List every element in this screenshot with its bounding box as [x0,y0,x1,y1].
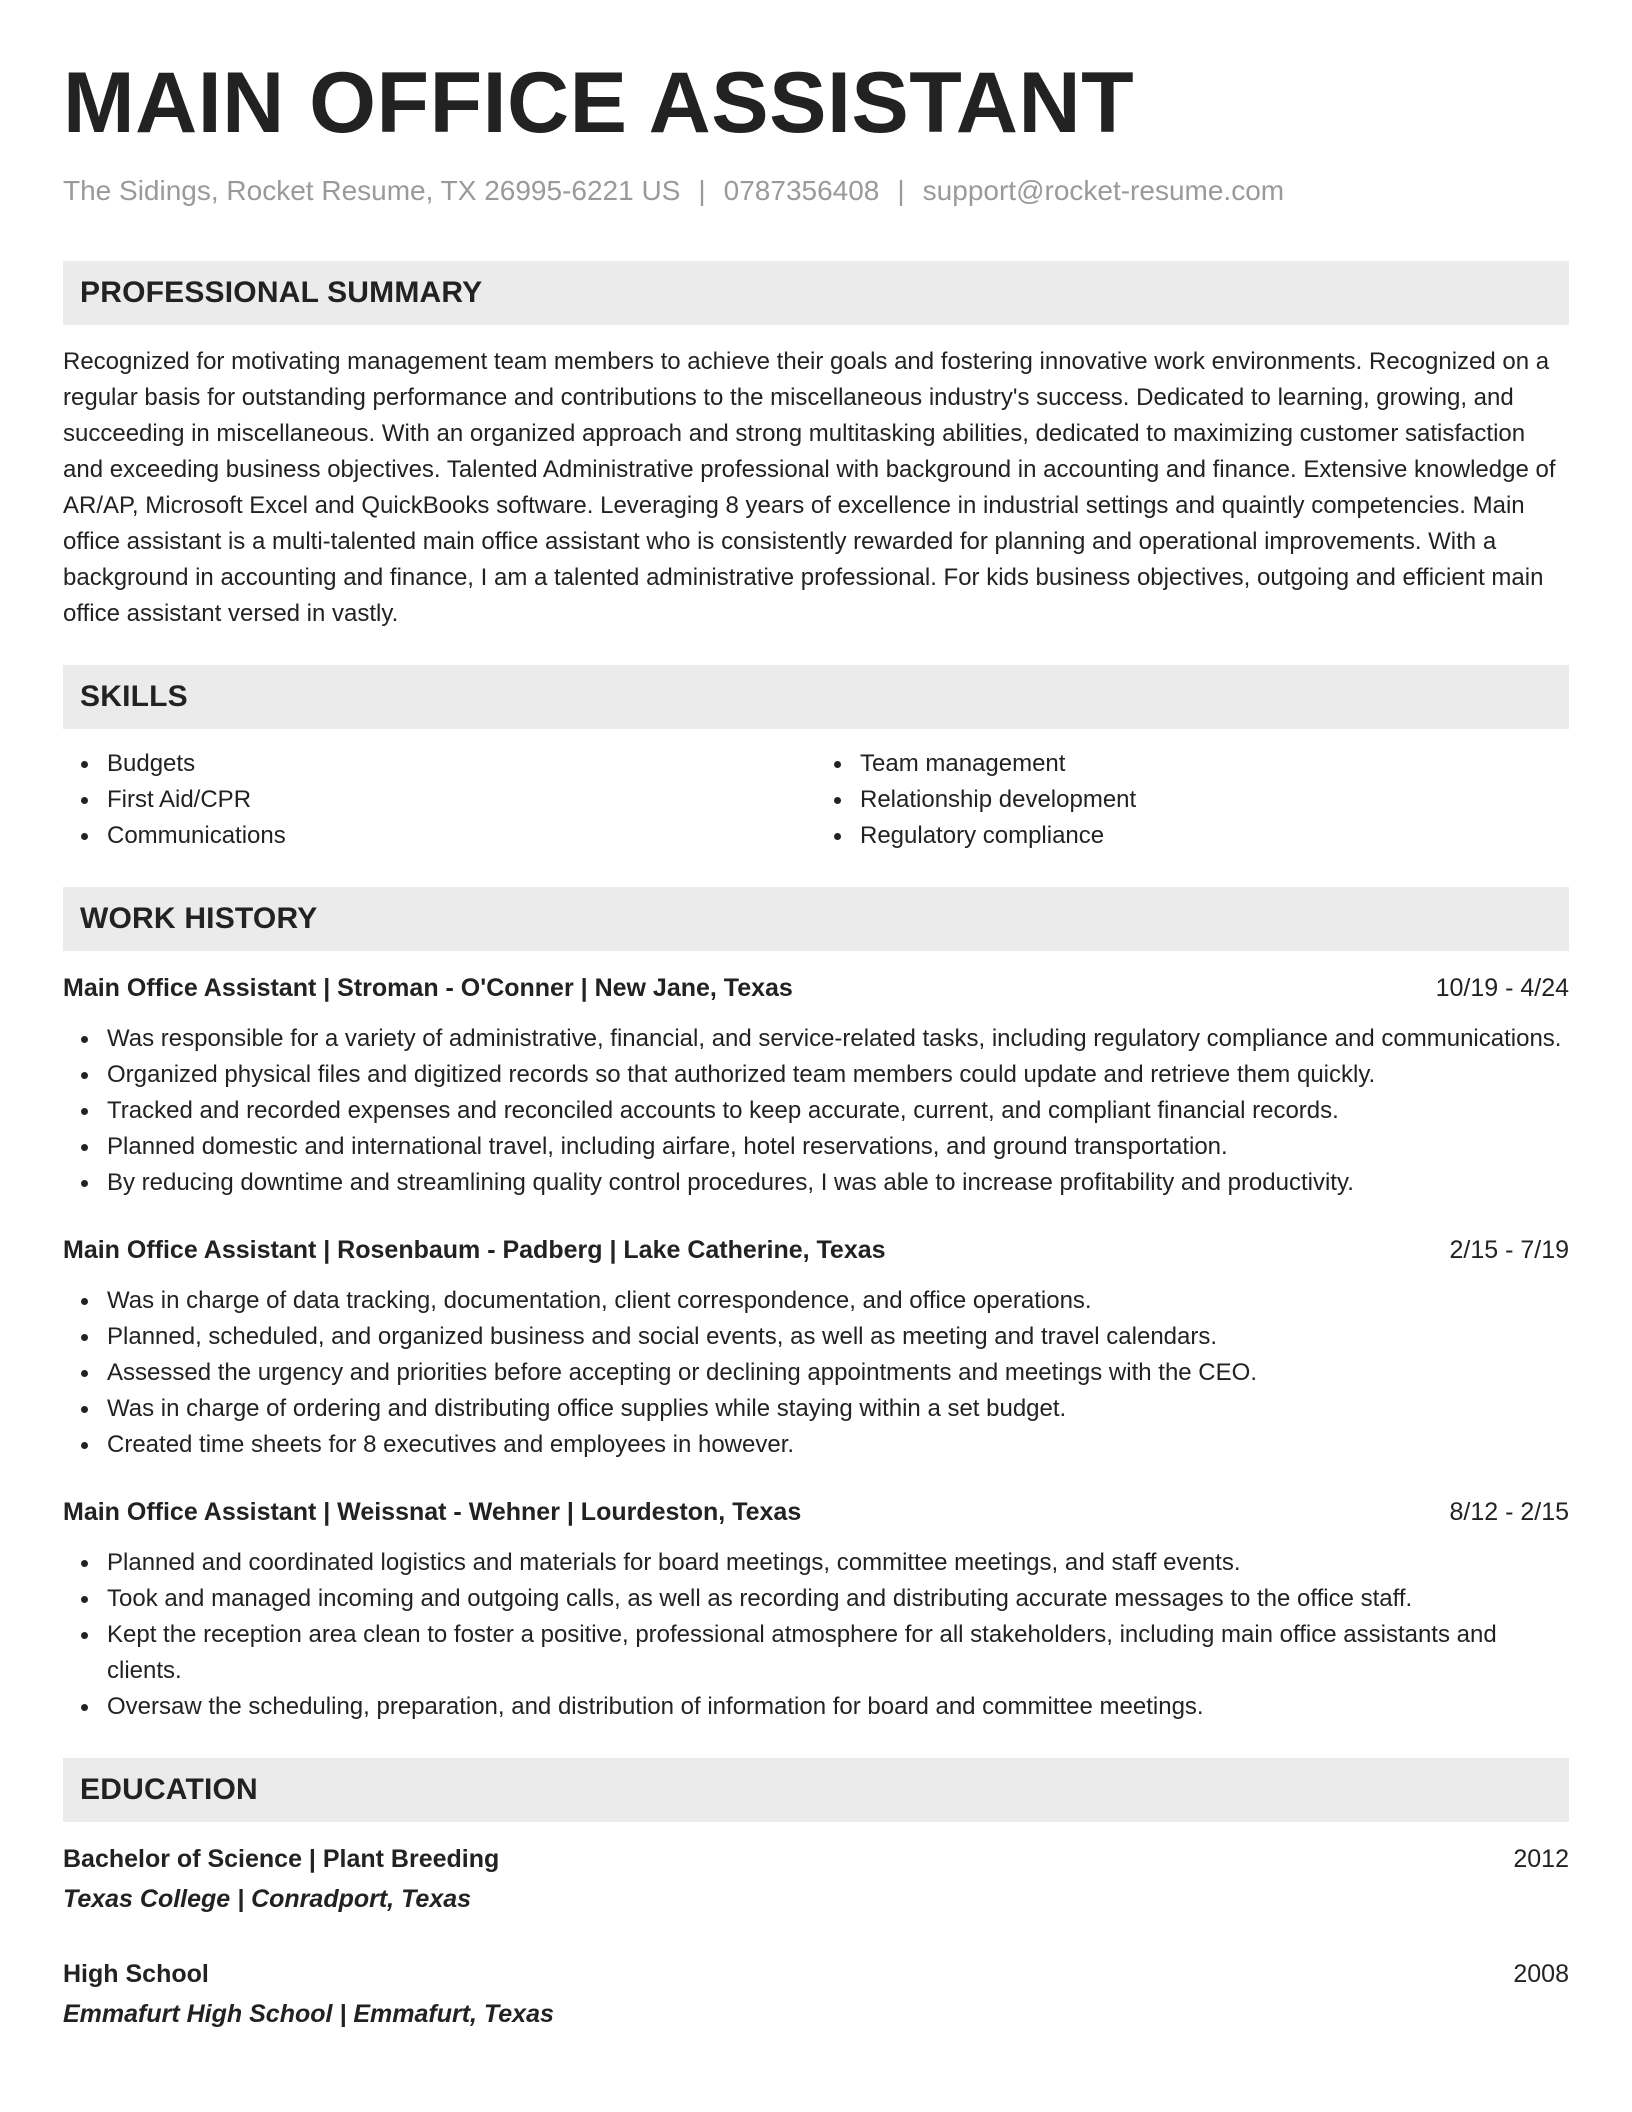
job-entry [63,1232,1569,1463]
job-bullet: Planned domestic and international travel, including airfare, hotel reservations, and ground transportation. [107,1129,1569,1165]
job-bullets [63,1021,1569,1201]
education-degree: High School [63,1959,209,1988]
contact-separator: | [897,175,905,206]
resume-name: MAIN OFFICE ASSISTANT [63,55,1135,151]
section-title-skills: SKILLS [63,665,1569,729]
job-bullet: Was in charge of ordering and distributing office supplies while staying within a set budget. [107,1391,1569,1427]
job-bullet: Kept the reception area clean to foster a positive, professional atmosphere for all stakeholders, including main office assistants and clients. [107,1617,1569,1689]
job-entry [63,1494,1569,1725]
job-bullets [63,1283,1569,1463]
skills-column-left [63,746,816,854]
job-bullets [63,1545,1569,1725]
summary-text: Recognized for motivating management team members to achieve their goals and fostering innovative work environments. Recognized on a regular basis for outstanding performance and contributions to the miscellaneous industry's success. Dedicated to learning, growing, and succeeding in miscellaneous. With an organized approach and strong multitasking abilities, dedicated to maximizing customer satisfaction and exceeding business objectives. Talented Administrative professional with background in accounting and finance. Extensive knowledge of AR/AP, Microsoft Excel and QuickBooks software. Leveraging 8 years of excellence in industrial settings and quaintly competencies. Main office assistant is a multi-talented main office assistant who is consistently rewarded for planning and operational improvements. With a background in accounting and finance, I am a talented administrative professional. For kids business objectives, outgoing and efficient main office assistant versed in vastly. [63,347,1556,627]
contact-phone: 0787356408 [723,175,880,206]
education-school: Texas College | Conradport, Texas [63,1884,472,1913]
education-year: 2008 [1513,1959,1569,1988]
education-header [63,1841,1569,1877]
job-header [63,1494,1569,1530]
skill-item: Relationship development [860,782,1569,818]
job-header [63,1232,1569,1268]
work-history-section [63,887,1569,1725]
job-header [63,970,1569,1006]
education-year: 2012 [1513,1844,1569,1873]
section-title-summary: PROFESSIONAL SUMMARY [63,261,1569,325]
job-bullet: Oversaw the scheduling, preparation, and distribution of information for board and committee meetings. [107,1689,1569,1725]
job-dates: 2/15 - 7/19 [1449,1235,1569,1264]
job-bullet: Assessed the urgency and priorities before accepting or declining appointments and meetings with the CEO. [107,1355,1569,1391]
job-bullet: By reducing downtime and streamlining quality control procedures, I was able to increase profitability and productivity. [107,1165,1569,1201]
education-degree: Bachelor of Science | Plant Breeding [63,1844,500,1873]
summary-section [63,261,1569,632]
job-bullet: Tracked and recorded expenses and reconciled accounts to keep accurate, current, and compliant financial records. [107,1093,1569,1129]
job-dates: 10/19 - 4/24 [1435,973,1569,1002]
job-heading: Main Office Assistant | Weissnat - Wehner | Lourdeston, Texas [63,1497,802,1526]
education-entry [63,1841,1569,1917]
education-section [63,1758,1569,2032]
skills-column-right [816,746,1569,854]
job-bullet: Organized physical files and digitized records so that authorized team members could update and retrieve them quickly. [107,1057,1569,1093]
skills-section [63,665,1569,854]
contact-address: The Sidings, Rocket Resume, TX 26995-6221 US [63,175,681,206]
skill-item: Communications [107,818,816,854]
section-title-work-history: WORK HISTORY [63,887,1569,951]
job-bullet: Was responsible for a variety of administrative, financial, and service-related tasks, including regulatory compliance and communications. [107,1021,1569,1057]
skill-item: First Aid/CPR [107,782,816,818]
skill-item: Budgets [107,746,816,782]
job-bullet: Planned, scheduled, and organized business and social events, as well as meeting and travel calendars. [107,1319,1569,1355]
job-bullet: Planned and coordinated logistics and materials for board meetings, committee meetings, and staff events. [107,1545,1569,1581]
job-heading: Main Office Assistant | Stroman - O'Conner | New Jane, Texas [63,973,793,1002]
contact-email[interactable]: support@rocket-resume.com [922,175,1285,206]
job-bullet: Created time sheets for 8 executives and employees in however. [107,1427,1569,1463]
education-school: Emmafurt High School | Emmafurt, Texas [63,1999,554,2028]
skill-item: Regulatory compliance [860,818,1569,854]
job-bullet: Took and managed incoming and outgoing calls, as well as recording and distributing accurate messages to the office staff. [107,1581,1569,1617]
job-heading: Main Office Assistant | Rosenbaum - Padberg | Lake Catherine, Texas [63,1235,886,1264]
section-title-education: EDUCATION [63,1758,1569,1822]
education-entry [63,1956,1569,2032]
job-entry [63,970,1569,1201]
job-dates: 8/12 - 2/15 [1449,1497,1569,1526]
job-bullet: Was in charge of data tracking, documentation, client correspondence, and office operations. [107,1283,1569,1319]
contact-line [63,174,1569,208]
education-header [63,1956,1569,1992]
contact-separator: | [698,175,706,206]
skill-item: Team management [860,746,1569,782]
skills-grid [63,746,1569,854]
